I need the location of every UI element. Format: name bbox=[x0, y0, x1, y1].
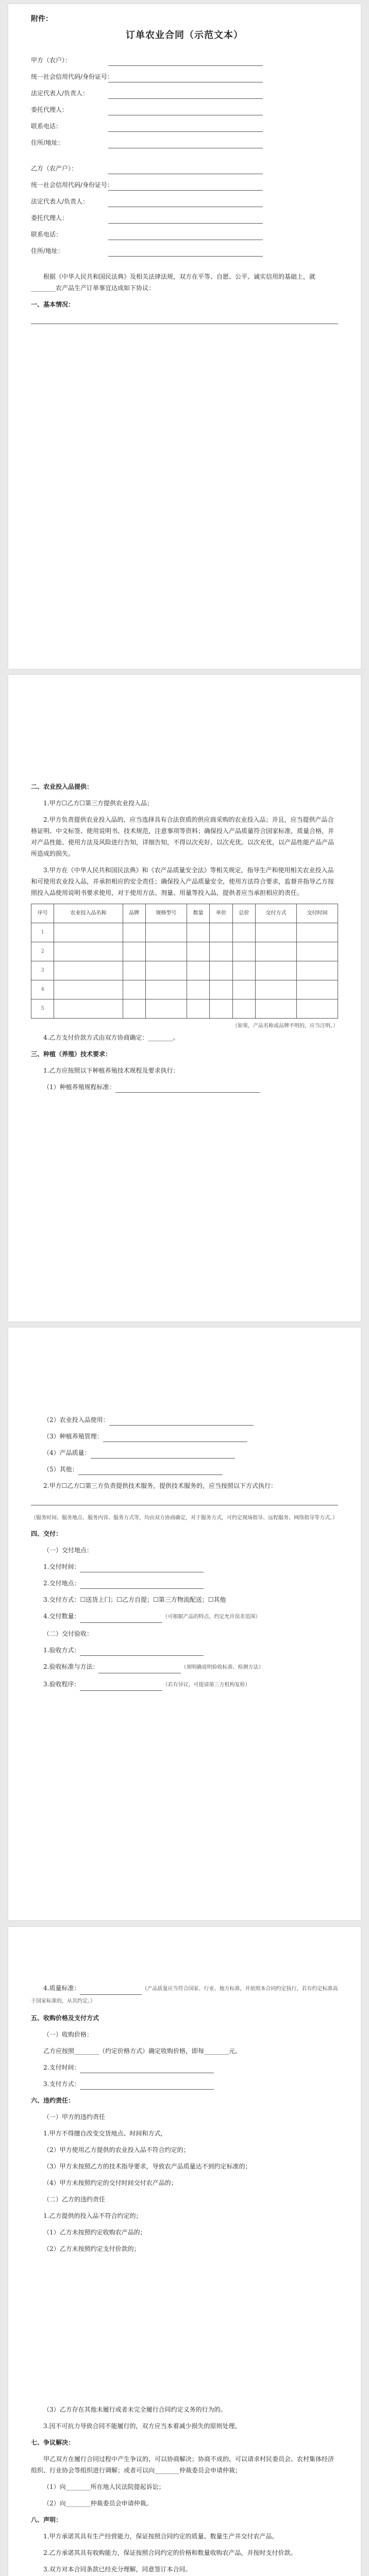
declaration-3: 3.双方对本合同条款已经充分理解，同意签订本合同。 bbox=[43, 2566, 192, 2573]
delivery-time-label: 1.交付时间： bbox=[43, 1563, 80, 1570]
payment-time bbox=[31, 2062, 338, 2073]
table-cell[interactable] bbox=[123, 923, 145, 942]
tech-other-label: （5）其他： bbox=[43, 1466, 78, 1473]
tech-standard-label: （1）种植养殖规程标准： bbox=[43, 1083, 115, 1091]
dispute-clause: 甲乙双方在履行合同过程中产生争议的，可以协商解决；协商不成的，可以请求村民委员会、农村集体经济组织、行业协会等组织进行调解；或者可以向________仲裁委员会申请仲裁； bbox=[31, 2455, 334, 2474]
breach-a-1: 1.甲方不得擅自改变交货地点、时间和方式， bbox=[43, 2130, 167, 2137]
acceptance-method-label: 1.验收方式： bbox=[43, 1647, 80, 1654]
page-1 bbox=[8, 4, 361, 669]
acceptance-standard-note: （须明确说明验收标准、检测方法） bbox=[181, 1665, 264, 1670]
party-b-address-line[interactable] bbox=[108, 249, 263, 257]
breach-a-2: （2）甲方使用乙方提供的农业投入品不符合约定的； bbox=[43, 2146, 190, 2154]
party-a-rep-row bbox=[31, 88, 338, 99]
tech-standard bbox=[31, 1081, 338, 1093]
attachment-label: 附件： bbox=[31, 15, 53, 23]
declaration-1: 1.甲方承诺其具有生产经营能力，保证按照合同约定的质量、数量生产并交付农产品。 bbox=[43, 2533, 278, 2540]
table-cell[interactable] bbox=[123, 961, 145, 980]
party-a-address-row bbox=[31, 137, 338, 148]
party-b-phone-row bbox=[31, 229, 338, 240]
col-header: 品牌 bbox=[123, 904, 145, 923]
party-b-address-row bbox=[31, 245, 338, 257]
party-b-id-row bbox=[31, 179, 338, 191]
quality-standard-label: 4.质量标准： bbox=[43, 1985, 80, 1992]
delivery-place bbox=[31, 1578, 338, 1589]
table-cell[interactable] bbox=[232, 961, 255, 980]
tech-service-line[interactable] bbox=[31, 1497, 338, 1505]
page-2 bbox=[8, 675, 361, 1321]
col-header: 总价 bbox=[232, 904, 255, 923]
dispute-arbitration: （2）向________仲裁委员会申请仲裁。 bbox=[43, 2500, 153, 2507]
section-4-heading: 四、交付： bbox=[31, 1530, 62, 1537]
col-header: 序号 bbox=[31, 904, 54, 923]
price-clause: 乙方应按照________（约定价格方式）确定收购价格，即每________元。 bbox=[43, 2047, 242, 2055]
table-cell[interactable] bbox=[232, 980, 255, 999]
table-cell[interactable] bbox=[232, 923, 255, 942]
party-b-id-label: 统一社会信用代码/身份证号： bbox=[31, 181, 114, 189]
col-header: 数量 bbox=[187, 904, 209, 923]
party-a-rep-line[interactable] bbox=[108, 91, 263, 99]
party-a-name-line[interactable] bbox=[108, 58, 263, 66]
tech-other-line[interactable] bbox=[78, 1467, 223, 1475]
table-cell[interactable] bbox=[210, 980, 232, 999]
breach-b-3: （2）乙方未按照约定支付价款的； bbox=[43, 2245, 140, 2252]
party-b-agent-label: 委托代理人： bbox=[31, 214, 69, 222]
table-cell[interactable] bbox=[145, 999, 187, 1019]
table-cell[interactable] bbox=[297, 942, 338, 961]
party-a-phone-line[interactable] bbox=[108, 124, 263, 132]
table-cell[interactable] bbox=[210, 999, 232, 1019]
section-3-heading: 三、种植（养殖）技术要求： bbox=[31, 1050, 112, 1058]
party-b-rep-line[interactable] bbox=[108, 199, 263, 207]
party-a-block bbox=[31, 55, 338, 148]
tech-management-line[interactable] bbox=[103, 1434, 247, 1442]
party-a-id-row bbox=[31, 71, 338, 82]
payment-method-line[interactable] bbox=[80, 2082, 214, 2090]
table-cell[interactable] bbox=[297, 961, 338, 980]
table-cell: 1 bbox=[31, 923, 54, 942]
acceptance-procedure-line[interactable] bbox=[80, 1683, 162, 1691]
party-a-agent-line[interactable] bbox=[108, 108, 263, 115]
table-cell[interactable] bbox=[232, 999, 255, 1019]
quality-standard-note: （产品质量应当符合国家、行业、地方标准，并依照本合同约定执行，若有约定标准高于国家标准的，从其约定。） bbox=[31, 1986, 338, 2004]
delivery-quantity-line[interactable] bbox=[80, 1615, 162, 1623]
table-note: （如果，产品名称或品牌不明的，应当注明。） bbox=[232, 1023, 338, 1029]
col-header: 规格型号 bbox=[145, 904, 187, 923]
party-a-agent-label: 委托代理人： bbox=[31, 106, 69, 113]
party-a-address-line[interactable] bbox=[108, 141, 263, 148]
table-cell[interactable] bbox=[297, 980, 338, 999]
section-6-heading: 六、违约责任： bbox=[31, 2097, 75, 2104]
party-a-rep-label: 法定代表人/负责人： bbox=[31, 90, 89, 97]
tech-requirement-intro: 1.乙方应按照以下种植养殖技术规程及要求执行： bbox=[43, 1067, 179, 1074]
table-cell[interactable] bbox=[210, 961, 232, 980]
table-cell[interactable] bbox=[145, 923, 187, 942]
party-a-phone-label: 联系电话： bbox=[31, 123, 62, 130]
payment-time-line[interactable] bbox=[80, 2065, 214, 2073]
table-cell[interactable] bbox=[187, 942, 209, 961]
quality-standard-line[interactable] bbox=[80, 1987, 142, 1995]
tech-service-provider: 2.甲方☐乙方☐第三方负责提供技术服务，提供技术服务的，应当按照以下方式执行： bbox=[43, 1482, 277, 1489]
table-cell[interactable] bbox=[256, 923, 297, 942]
page-4 bbox=[8, 1927, 361, 2576]
tech-service-note: （服务时间、服务地点、服务内容、服务方式等，均由双方协商确定，对于服务方式，可约定现场指导、远程服务、网络指导等方式。） bbox=[31, 1515, 338, 1521]
force-majeure: 3.因不可抗力导致合同不能履行的，双方应当本着减少损失的原则处理。 bbox=[43, 2422, 241, 2430]
table-cell[interactable] bbox=[123, 999, 145, 1019]
table-row bbox=[31, 923, 338, 942]
table-cell: 4 bbox=[31, 980, 54, 999]
table-row bbox=[31, 961, 338, 980]
breach-a-3: （3）甲方未按照乙方的技术指导要求，导致农产品质量达不到约定标准的； bbox=[43, 2163, 251, 2170]
party-a-phone-row bbox=[31, 121, 338, 132]
inputs-table-header bbox=[31, 904, 338, 923]
table-cell[interactable] bbox=[54, 999, 123, 1019]
table-cell[interactable] bbox=[54, 961, 123, 980]
tech-quality-line[interactable] bbox=[91, 1451, 235, 1459]
inputs-safety: 3.甲方在《中华人民共和国民法典》和《农产品质量安全法》等相关规定，指导生产和使用相关农业投入品和可使用农业投入品，并承担相应的安全责任；确保投入产品质量安全，使用方法符合要求，监督并指导乙方按照投入品使用说明书要求使用，对于使用方法、剂量、用量等投入品，提供者应当承担相应的责任。 bbox=[31, 867, 334, 896]
delivery-quantity-label: 4.交付数量： bbox=[43, 1613, 80, 1620]
breach-a-heading: （一）甲方的违约责任 bbox=[43, 2113, 106, 2121]
party-a-id-label: 统一社会信用代码/身份证号： bbox=[31, 73, 114, 80]
tech-standard-line[interactable] bbox=[115, 1085, 260, 1093]
party-b-agent-line[interactable] bbox=[108, 216, 263, 224]
table-cell: 5 bbox=[31, 999, 54, 1019]
acceptance-procedure bbox=[31, 1679, 338, 1691]
party-a-address-label: 住所/地址： bbox=[31, 139, 64, 146]
intro-paragraph: 根据《中华人民共和国民法典》及相关法律法规，双方在平等、自愿、公平、诚实信用的基础上，就________农产品生产订单事宜达成如下协议： bbox=[31, 273, 316, 292]
contract-title: 订单农业合同（示范文本） bbox=[126, 30, 243, 41]
delivery-quantity bbox=[31, 1611, 338, 1623]
basic-info-line-1[interactable] bbox=[31, 315, 338, 324]
section-2-heading: 二、农业投入品提供： bbox=[31, 783, 93, 790]
party-b-address-label: 住所/地址： bbox=[31, 247, 64, 255]
section-8-heading: 八、声明： bbox=[31, 2516, 62, 2523]
acceptance-subheading: （二）交付验收： bbox=[43, 1630, 93, 1637]
tech-quality-label: （4）产品质量： bbox=[43, 1449, 91, 1456]
payment-method-label: 3.支付方式： bbox=[43, 2080, 80, 2088]
breach-b-heading: （二）乙方的违约责任 bbox=[43, 2196, 106, 2203]
dispute-court: （1）向________所在地人民法院提起诉讼； bbox=[43, 2483, 165, 2490]
table-cell[interactable] bbox=[145, 961, 187, 980]
tech-management-label: （3）种植养殖管理： bbox=[43, 1433, 103, 1440]
party-b-name-label: 乙方（农产户）： bbox=[31, 165, 78, 172]
party-b-agent-row bbox=[31, 212, 338, 224]
party-b-name-line[interactable] bbox=[108, 166, 263, 174]
col-header: 交付方式 bbox=[256, 904, 297, 923]
delivery-subheading: （一）交付地点： bbox=[43, 1547, 93, 1554]
acceptance-method bbox=[31, 1645, 338, 1656]
breach-b-4: （3）乙方存在其他未履行或者未完全履行合同约定义务的行为的。 bbox=[43, 2406, 227, 2413]
tech-management bbox=[31, 1431, 338, 1442]
acceptance-standard-label: 2.验收标准与方法： bbox=[43, 1663, 99, 1670]
delivery-place-label: 2.交付地点： bbox=[43, 1580, 80, 1587]
breach-b-2: （1）乙方未按照约定收购农产品的； bbox=[43, 2229, 146, 2236]
delivery-method: 3.交付方式：☐送货上门；☐乙方自提；☐第三方物流配送；☐其他 bbox=[43, 1596, 226, 1603]
party-b-name-row bbox=[31, 163, 338, 174]
table-cell[interactable] bbox=[54, 923, 123, 942]
table-cell[interactable] bbox=[145, 980, 187, 999]
table-cell[interactable] bbox=[297, 999, 338, 1019]
table-cell[interactable] bbox=[123, 942, 145, 961]
breach-a-4: （4）甲方未按照约定的交付时间交付农产品的； bbox=[43, 2179, 177, 2187]
table-cell[interactable] bbox=[256, 961, 297, 980]
table-row bbox=[31, 942, 338, 961]
delivery-time bbox=[31, 1561, 338, 1572]
col-header: 交付时间 bbox=[297, 904, 338, 923]
acceptance-standard-line[interactable] bbox=[98, 1666, 181, 1673]
party-a-id-line[interactable] bbox=[108, 75, 263, 82]
tech-inputs-use-line[interactable] bbox=[109, 1418, 254, 1426]
party-a-name-label: 甲方（农户）： bbox=[31, 57, 72, 64]
table-row bbox=[31, 980, 338, 999]
table-cell[interactable] bbox=[256, 942, 297, 961]
section-5-heading: 五、收购价格及支付方式 bbox=[31, 2014, 99, 2022]
inputs-provider: 1.甲方☐乙方☐第三方提供农业投入品； bbox=[43, 800, 153, 807]
table-cell[interactable] bbox=[232, 942, 255, 961]
inputs-requirement: 2.甲方负责提供农业投入品的，应当选择具有合法资质的供应商采购的农业投入品；并且，应当提供产品合格证明、中文标签、使用说明书、技术规范，注意事项等资料；确保投入产品质量符合国家标准，质量合格，并对产品性能、使用方法及风险进行告知，详细告知，不得以次充好、以次充优。以次充优，以产品性能产品产品所造成的损失。 bbox=[31, 816, 334, 857]
tech-inputs-use bbox=[31, 1414, 338, 1426]
breach-b-1: 1.乙方提供的投入品不符合约定的； bbox=[43, 2212, 142, 2219]
table-cell[interactable] bbox=[210, 942, 232, 961]
delivery-place-line[interactable] bbox=[80, 1581, 204, 1589]
party-b-rep-label: 法定代表人/负责人： bbox=[31, 198, 89, 205]
acceptance-procedure-note: （若有异议，可提请第三方机构复检） bbox=[162, 1682, 250, 1688]
party-b-rep-row bbox=[31, 196, 338, 207]
party-b-id-line[interactable] bbox=[108, 183, 263, 191]
table-cell[interactable] bbox=[297, 923, 338, 942]
table-cell[interactable] bbox=[256, 980, 297, 999]
table-cell[interactable] bbox=[123, 980, 145, 999]
table-cell[interactable] bbox=[54, 980, 123, 999]
table-cell[interactable] bbox=[54, 942, 123, 961]
table-row bbox=[31, 999, 338, 1019]
table-cell: 2 bbox=[31, 942, 54, 961]
inputs-table bbox=[31, 904, 338, 1019]
tech-inputs-use-label: （2）农业投入品使用： bbox=[43, 1416, 109, 1423]
table-cell[interactable] bbox=[145, 942, 187, 961]
table-cell[interactable] bbox=[256, 999, 297, 1019]
delivery-time-line[interactable] bbox=[80, 1565, 204, 1572]
delivery-quantity-note: （可根据产品的特点，约定允许误差范围） bbox=[162, 1614, 261, 1620]
acceptance-procedure-label: 3.验收程序： bbox=[43, 1681, 80, 1688]
party-b-block bbox=[31, 163, 338, 257]
payment-method bbox=[31, 2078, 338, 2090]
quality-standard bbox=[31, 1982, 338, 2007]
table-cell[interactable] bbox=[187, 999, 209, 1019]
declaration-2: 2.乙方承诺其具有收购能力，保证按照合同约定的价格和数量收购农产品，并按时支付价款。 bbox=[43, 2549, 297, 2556]
party-a-agent-row bbox=[31, 104, 338, 115]
page-3 bbox=[8, 1328, 361, 1920]
table-cell[interactable] bbox=[187, 961, 209, 980]
payment-method-note: 4.乙方支付价款方式由双方协商确定：________。 bbox=[43, 1034, 179, 1041]
payment-time-label: 2.支付时间： bbox=[43, 2064, 80, 2071]
section-7-heading: 七、争议解决： bbox=[31, 2439, 75, 2446]
table-cell[interactable] bbox=[187, 980, 209, 999]
table-cell: 3 bbox=[31, 961, 54, 980]
party-a-name-row bbox=[31, 55, 338, 66]
price-subheading: （一）收购价格： bbox=[43, 2031, 93, 2038]
party-b-phone-label: 联系电话： bbox=[31, 231, 62, 238]
tech-other bbox=[31, 1464, 338, 1475]
table-cell[interactable] bbox=[187, 923, 209, 942]
section-1-heading: 一、基本情况： bbox=[31, 301, 75, 308]
acceptance-method-line[interactable] bbox=[80, 1648, 204, 1656]
tech-quality bbox=[31, 1447, 338, 1459]
col-header: 单价 bbox=[210, 904, 232, 923]
party-b-phone-line[interactable] bbox=[108, 232, 263, 240]
acceptance-standard bbox=[31, 1661, 338, 1673]
table-cell[interactable] bbox=[210, 923, 232, 942]
col-header: 农业投入品名称 bbox=[54, 904, 123, 923]
